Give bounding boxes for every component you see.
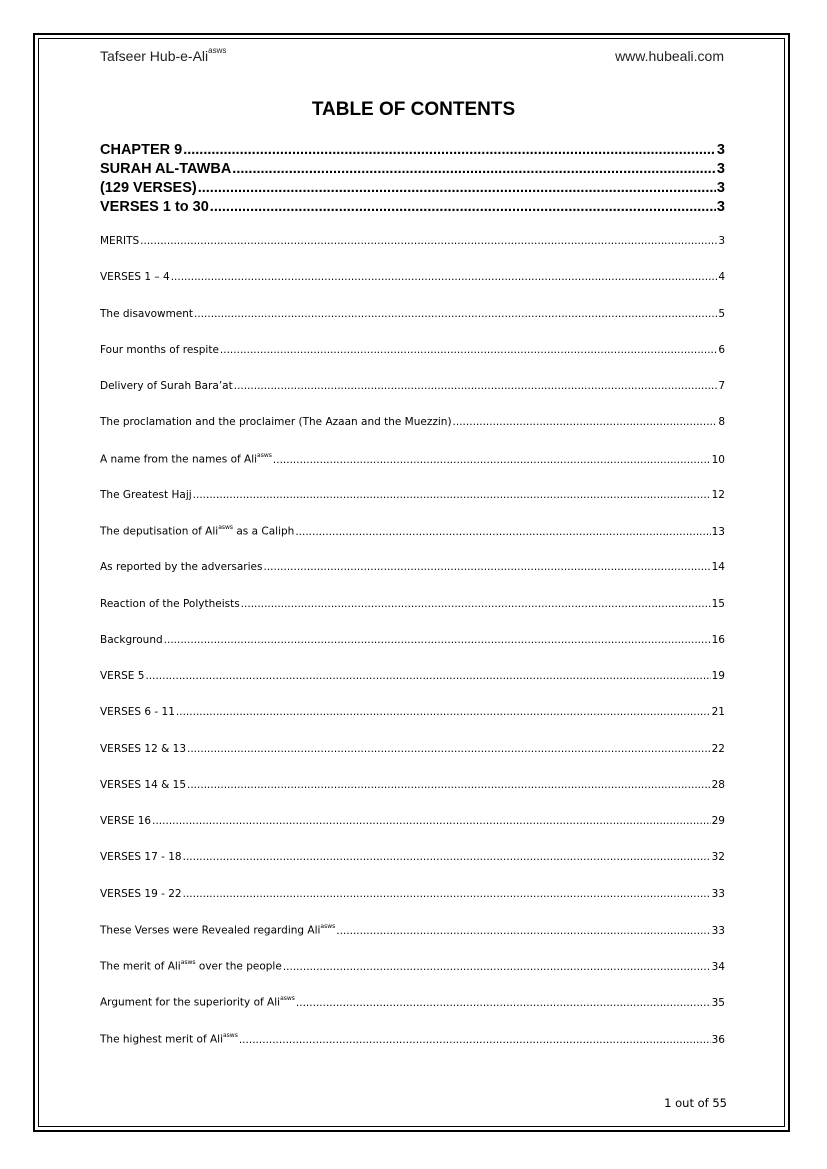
toc-leader-dots <box>198 180 716 196</box>
toc-page-number: 32 <box>711 851 725 863</box>
toc-page-number: 3 <box>716 180 725 196</box>
toc-leader-dots <box>194 308 717 320</box>
toc-section-entry[interactable] <box>100 706 725 722</box>
toc-section-entry[interactable] <box>100 344 725 360</box>
toc-page-number: 3 <box>716 199 725 215</box>
toc-entry-label-text: As reported by the adversaries <box>100 561 263 573</box>
toc-entry-label: VERSES 1 to 30 <box>100 199 209 215</box>
toc-section-entry[interactable] <box>100 1033 725 1049</box>
toc-leader-dots <box>171 271 718 283</box>
toc-entry-label-text: Argument for the superiority of Ali <box>100 996 281 1009</box>
toc-entry-label-text: VERSES 6 - 11 <box>100 706 175 718</box>
toc-entry-label <box>100 380 233 392</box>
toc-leader-dots <box>453 416 718 428</box>
toc-entry-label-text: VERSE 5 <box>100 670 145 682</box>
toc-page-number: 16 <box>711 634 725 646</box>
toc-section-entry[interactable] <box>100 489 725 505</box>
toc-chapter-entry[interactable] <box>100 180 725 199</box>
header-book-title <box>100 48 226 64</box>
toc-entry-label <box>100 706 175 718</box>
toc-section-entry[interactable] <box>100 996 725 1012</box>
toc-leader-dots <box>336 925 710 937</box>
toc-section-entry[interactable] <box>100 851 725 867</box>
toc-section-entry[interactable] <box>100 598 725 614</box>
toc-page-number: 29 <box>711 815 725 827</box>
toc-entry-label <box>100 815 151 827</box>
page-title: TABLE OF CONTENTS <box>311 99 516 120</box>
toc-section-entry[interactable] <box>100 924 725 940</box>
toc-entry-label-text: VERSES 12 & 13 <box>100 743 186 755</box>
toc-entry-label-text: VERSES 14 & 15 <box>100 779 186 791</box>
toc-page-number: 13 <box>711 525 725 538</box>
toc-leader-dots <box>241 598 711 610</box>
toc-entry-label-text: The merit of Ali <box>100 960 181 973</box>
toc-entry-label-text: Four months of respite <box>100 344 219 356</box>
toc-entry-label-text: These Verses were Revealed regarding Ali <box>100 924 321 937</box>
toc-entry-label <box>100 743 186 755</box>
toc-page-number: 6 <box>718 344 725 356</box>
toc-section-entry[interactable] <box>100 743 725 759</box>
toc-section-entry[interactable] <box>100 453 725 469</box>
toc-page-number: 7 <box>718 380 725 392</box>
toc-leader-dots <box>296 997 711 1009</box>
toc-leader-dots <box>183 851 711 863</box>
toc-page-number: 10 <box>711 453 725 466</box>
toc-entry-label: (129 VERSES) <box>100 180 197 196</box>
toc-entry-label <box>100 960 282 973</box>
toc-leader-dots <box>176 706 711 718</box>
toc-entry-label-text: The highest merit of Ali <box>100 1033 223 1046</box>
toc-leader-dots <box>140 235 717 247</box>
toc-entry-label <box>100 525 294 538</box>
toc-entry-label-text: VERSES 17 - 18 <box>100 851 182 863</box>
toc-page-number: 3 <box>716 161 725 177</box>
toc-leader-dots <box>273 454 711 466</box>
toc-entry-label <box>100 453 272 466</box>
toc-entry-label-sup: asws <box>180 960 196 966</box>
toc-entry-label <box>100 344 219 356</box>
toc-entry-label <box>100 489 192 501</box>
toc-entry-label <box>100 416 452 428</box>
toc-entry-label-text: Reaction of the Polytheists <box>100 598 240 610</box>
toc-leader-dots <box>220 344 717 356</box>
toc-page-number: 19 <box>711 670 725 682</box>
toc-entry-label <box>100 779 186 791</box>
toc-chapter-entry[interactable] <box>100 161 725 180</box>
toc-section-entry[interactable] <box>100 380 725 396</box>
toc-entry-label-sup: asws <box>218 525 234 531</box>
toc-leader-dots <box>183 888 711 900</box>
toc-leader-dots <box>232 161 716 177</box>
toc-page-number: 15 <box>711 598 725 610</box>
toc-entry-label-sup: asws <box>320 924 336 930</box>
toc-section-entry[interactable] <box>100 525 725 541</box>
toc-entry-label <box>100 308 193 320</box>
toc-entry-label <box>100 235 139 247</box>
toc-entry-label-suffix: as a Caliph <box>233 525 295 538</box>
toc-section-entry[interactable] <box>100 960 725 976</box>
toc-entry-label-text: The deputisation of Ali <box>100 525 219 538</box>
toc-page-number: 3 <box>716 142 725 158</box>
toc-entry-label-text: The Greatest Hajj <box>100 489 192 501</box>
toc-entry-label <box>100 888 182 900</box>
toc-section-entry[interactable] <box>100 888 725 904</box>
toc-page-number: 36 <box>711 1033 725 1046</box>
toc-entry-label-text: VERSES 1 – 4 <box>100 271 170 283</box>
toc-page-number: 21 <box>711 706 725 718</box>
header-book-title-sup: asws <box>208 46 227 56</box>
toc-section-entry[interactable] <box>100 815 725 831</box>
toc-entry-label-sup: asws <box>223 1033 238 1039</box>
toc-entry-label <box>100 634 163 646</box>
toc-section-entry[interactable] <box>100 670 725 686</box>
toc-section-entry[interactable] <box>100 561 725 577</box>
toc-entry-label-text: VERSE 16 <box>100 815 152 827</box>
toc-leader-dots <box>239 1034 711 1046</box>
header-book-title-text: Tafseer Hub-e-Ali <box>100 48 209 64</box>
toc-section-entry[interactable] <box>100 235 725 251</box>
toc-chapter-entry[interactable] <box>100 199 725 218</box>
toc-page-number: 33 <box>711 924 725 937</box>
toc-entry-label-sup: asws <box>257 453 272 459</box>
toc-entry-label <box>100 670 144 682</box>
toc-page-number: 5 <box>718 308 725 320</box>
toc-leader-dots <box>263 561 710 573</box>
toc-entry-label <box>100 271 170 283</box>
toc-leader-dots <box>187 743 711 755</box>
toc-page-number: 14 <box>711 561 725 573</box>
toc-entry-label-sup: asws <box>280 996 295 1002</box>
toc-page-number: 22 <box>711 743 725 755</box>
toc-page-number: 28 <box>711 779 725 791</box>
toc-entry-label-text: The proclamation and the proclaimer (The Azaan and the Muezzin) <box>100 416 452 428</box>
toc-entry-label <box>100 598 240 610</box>
toc-entry-label-suffix: over the people <box>195 960 282 973</box>
toc-leader-dots <box>145 670 710 682</box>
toc-page-number: 3 <box>718 235 725 247</box>
toc-page-number: 35 <box>711 996 725 1009</box>
toc-chapter-entry[interactable] <box>100 142 725 161</box>
toc-entry-label <box>100 1033 238 1046</box>
toc-entry-label-text: Background <box>100 634 163 646</box>
toc-leader-dots <box>164 634 711 646</box>
toc-entry-label-text: MERITS <box>100 235 140 247</box>
toc-leader-dots <box>234 380 718 392</box>
toc-leader-dots <box>183 142 716 158</box>
toc-leader-dots <box>187 779 711 791</box>
toc-entry-label <box>100 996 295 1009</box>
toc-page-number: 34 <box>711 960 725 973</box>
toc-entry-label-text: The disavowment <box>100 308 194 320</box>
toc-leader-dots <box>210 199 716 215</box>
toc-entry-label <box>100 924 335 937</box>
page-indicator: 1 out of 55 <box>664 1096 727 1110</box>
toc-section-entry[interactable] <box>100 271 725 287</box>
toc-entry-label-text: Delivery of Surah Bara’at <box>100 380 233 392</box>
header-website-url[interactable]: www.hubeali.com <box>615 48 724 64</box>
toc-section-entry[interactable] <box>100 634 725 650</box>
toc-entry-label <box>100 851 182 863</box>
toc-leader-dots <box>295 526 710 538</box>
toc-section-entry[interactable] <box>100 416 725 432</box>
toc-leader-dots <box>193 489 711 501</box>
toc-leader-dots <box>152 815 711 827</box>
toc-entry-label: CHAPTER 9 <box>100 142 183 158</box>
toc-page-number: 4 <box>718 271 725 283</box>
toc-entry-label-text: A name from the names of Ali <box>100 453 258 466</box>
toc-entry-label: SURAH AL-TAWBA <box>100 161 232 177</box>
toc-page-number: 33 <box>711 888 725 900</box>
toc-section-entry[interactable] <box>100 308 725 324</box>
toc-section-entry[interactable] <box>100 779 725 795</box>
toc-page-number: 8 <box>718 416 725 428</box>
toc-entry-label <box>100 561 262 573</box>
toc-page-number: 12 <box>711 489 725 501</box>
toc-entry-label-text: VERSES 19 - 22 <box>100 888 182 900</box>
toc-leader-dots <box>283 961 711 973</box>
